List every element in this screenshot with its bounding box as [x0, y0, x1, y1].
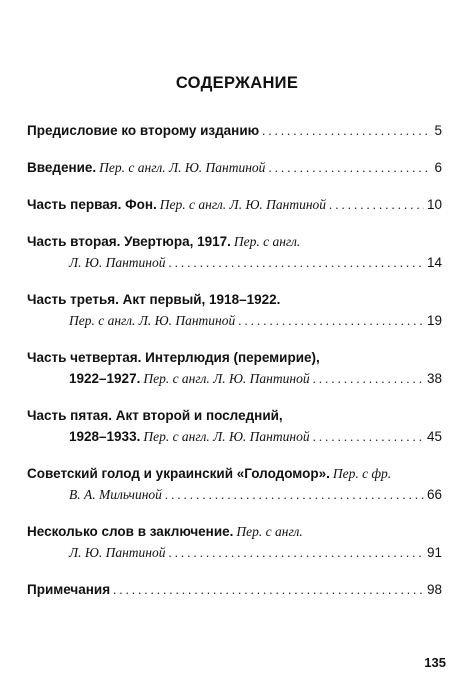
dot-leader [329, 195, 424, 216]
dot-leader [113, 580, 424, 601]
toc-entry-translator: Пер. с англ. Л. Ю. Пантиной [69, 313, 236, 328]
toc-entry-line [27, 426, 442, 447]
toc-entry-page: 6 [434, 160, 442, 175]
toc-entry-line [27, 120, 442, 141]
toc-entry-line [27, 289, 442, 310]
toc-entry-line [27, 231, 442, 252]
dot-leader [268, 158, 431, 179]
toc-entry-line [27, 579, 442, 600]
page-number: 135 [424, 655, 446, 670]
toc-entry-translator: Пер. с англ. [233, 234, 301, 249]
toc-entry-page: 98 [426, 582, 442, 597]
toc-entry-line [27, 194, 442, 215]
toc-entry-heading: Часть вторая. Увертюра, 1917. [27, 234, 231, 249]
toc-entry-page: 66 [426, 487, 442, 502]
toc-entry-line [27, 405, 442, 426]
toc-entry-translator: В. А. Мильчиной [69, 487, 162, 502]
toc-entry-translator: Л. Ю. Пантиной [69, 545, 166, 560]
toc-entry-page: 91 [426, 545, 442, 560]
toc-entry[interactable] [27, 463, 442, 505]
toc-entry[interactable] [27, 157, 442, 178]
toc-entry-line [27, 484, 442, 505]
toc-entry-line [27, 157, 442, 178]
toc-entry-translator: Пер. с англ. Л. Ю. Пантиной [143, 429, 310, 444]
dot-leader [168, 253, 423, 274]
toc-entry-heading: 1922–1927. [69, 371, 141, 386]
table-of-contents [27, 120, 442, 616]
toc-entry[interactable] [27, 347, 442, 389]
toc-entry-page: 5 [434, 123, 442, 138]
toc-entry-line [27, 463, 442, 484]
toc-entry-line [27, 310, 442, 331]
toc-entry-line [27, 521, 442, 542]
toc-entry-heading: Часть четвертая. Интерлюдия (перемирие), [27, 350, 320, 365]
toc-entry-page: 10 [426, 197, 442, 212]
toc-entry[interactable] [27, 120, 442, 141]
dot-leader [313, 369, 424, 390]
toc-entry-translator: Пер. с англ. Л. Ю. Пантиной [143, 371, 310, 386]
toc-entry[interactable] [27, 231, 442, 273]
toc-entry-translator: Пер. с англ. Л. Ю. Пантиной [159, 197, 327, 212]
toc-entry-heading: Введение. [27, 160, 97, 175]
dot-leader [168, 543, 423, 564]
dot-leader [165, 485, 424, 506]
toc-entry-heading: Часть третья. Акт первый, 1918–1922. [27, 292, 281, 307]
toc-entry-heading: Часть пятая. Акт второй и последний, [27, 408, 283, 423]
toc-entry-page: 38 [426, 371, 442, 386]
toc-entry-line [27, 252, 442, 273]
toc-entry[interactable] [27, 579, 442, 600]
toc-entry-heading: Часть первая. Фон. [27, 197, 157, 212]
toc-entry-heading: Примечания [27, 582, 111, 597]
toc-entry-line [27, 368, 442, 389]
toc-entry-translator: Пер. с англ. Л. Ю. Пантиной [99, 160, 266, 175]
toc-entry[interactable] [27, 405, 442, 447]
toc-entry-translator: Л. Ю. Пантиной [69, 255, 166, 270]
page-title: СОДЕРЖАНИЕ [175, 74, 299, 92]
toc-entry-translator: Пер. с фр. [332, 466, 392, 481]
toc-entry[interactable] [27, 194, 442, 215]
toc-entry-page: 14 [426, 255, 442, 270]
toc-entry-line [27, 347, 442, 368]
dot-leader [238, 311, 424, 332]
toc-entry-page: 19 [426, 313, 442, 328]
toc-entry[interactable] [27, 289, 442, 331]
toc-entry-page: 45 [426, 429, 442, 444]
toc-entry-heading: Советский голод и украинский «Голодомор». [27, 466, 330, 481]
toc-entry-heading: 1928–1933. [69, 429, 141, 444]
toc-entry-translator: Пер. с англ. [236, 524, 303, 539]
dot-leader [262, 121, 431, 142]
toc-entry-line [27, 542, 442, 563]
toc-entry-heading: Несколько слов в заключение. [27, 524, 234, 539]
toc-entry-heading: Предисловие ко второму изданию [27, 123, 260, 138]
toc-entry[interactable] [27, 521, 442, 563]
dot-leader [313, 427, 424, 448]
